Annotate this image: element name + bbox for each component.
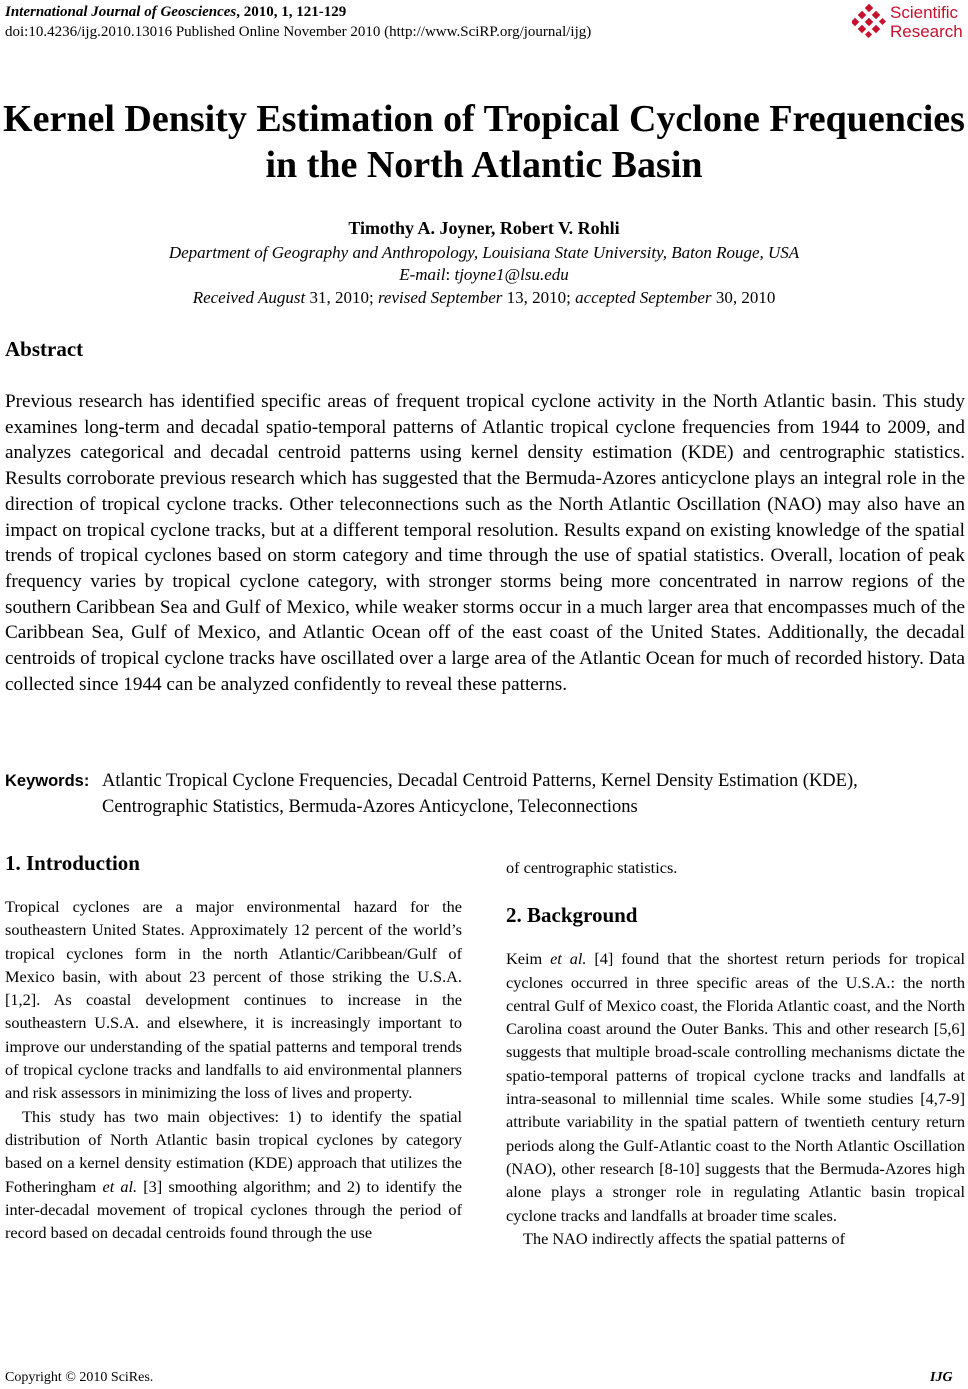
keywords-text: Atlantic Tropical Cyclone Frequencies, Decadal Centroid Patterns, Kernel Density Estimation (KDE), Centrographic Statistics, Bermuda-Azores Anticyclone, Teleconnections [102, 771, 858, 817]
journal-volume: , 2010, 1, 121-129 [236, 4, 347, 20]
received-date: 31, 2010; [305, 288, 378, 307]
paper-title [0, 96, 968, 188]
abstract-text: Previous research has identified specific areas of frequent tropical cyclone activity in the North Atlantic basin. This study examines long-term and decadal spatio-temporal patterns of Atlantic tropical cyclone frequencies from 1944 to 2009, and analyzes categorical and decadal centroid patterns using kernel density estimation (KDE) and centrographic statistics. Results corroborate previous research which has suggested that the Bermuda-Azores anticyclone plays an integral role in the direction of tropical cyclone tracks. Other teleconnections such as the North Atlantic Oscillation (NAO) may also have an impact on tropical cyclone tracks, but at a different temporal resolution. Results expand on existing knowledge of the spatial trends of tropical cyclones based on storm category and time through the use of spatial statistics. Overall, location of peak frequency varies by tropical cyclone category, with stronger storms being more concentrated in narrow regions of the southern Caribbean Sea and Gulf of Mexico, while weaker storms occur in a much larger area that encompasses much of the Caribbean Sea, Gulf of Mexico, and Atlantic Ocean off of the east coast of the United States. Additionally, the decadal centroids of tropical cyclone tracks have oscillated over a large area of the Atlantic Ocean for much of recorded history. Data collected since 1944 can be analyzed confidently to reveal these patterns. [5, 391, 965, 695]
affiliation: Department of Geography and Anthropology, Louisiana State University, Baton Rouge, USA [168, 243, 800, 262]
authors: Timothy A. Joyner, Robert V. Rohli [348, 218, 620, 238]
received-label: Received August [192, 288, 306, 307]
left-column [5, 850, 462, 1244]
email-line [0, 264, 968, 286]
abstract-heading: Abstract [5, 337, 84, 361]
background-paragraph-1 [506, 947, 965, 1227]
keywords-label: Keywords: [5, 772, 90, 790]
email-label: E-mail [399, 265, 446, 284]
doi-line: doi:10.4236/ijg.2010.13016 Published Online November 2010 (http://www.SciRP.org/journal/ijg) [5, 24, 592, 40]
accepted-label: accepted September [575, 288, 712, 307]
journal-abbreviation: IJG [930, 1370, 953, 1385]
bg-p1-text-b: [4] found that the shortest return periods for tropical cyclones occurred in three specific areas of the U.S.A.: the north central Gulf of Mexico coast, the Florida Atlantic coast, and the North Carolina coast around the Outer Banks. This and other research [5,6] suggests that multiple broad-scale controlling mechanisms dictate the spatio-temporal patterns of tropical cyclone tracks and landfalls at intra-seasonal to millennial time scales. While some studies [4,7-9] attribute variability in the spatial pattern of twentieth century return periods along the Gulf-Atlantic coast to the North Atlantic Oscillation (NAO), other research [8-10] suggests that the Bermuda-Azores high alone plays a stronger role in regulating Atlantic basin tropical cyclone tracks and landfalls at broader time scales. [506, 949, 965, 1225]
email-separator: : [445, 265, 455, 284]
logo-text [890, 3, 963, 41]
intro-p2-text-a: This study has two main objectives: 1) to identify the spatial distribution of North Atlantic basin tropical cyclones by category based on a kernel density estimation (KDE) approach that utilizes the Fotheringham [5, 1106, 462, 1196]
revised-date: 13, 2010; [502, 288, 576, 307]
scirp-logo-icon [852, 4, 886, 38]
intro-paragraph-2-continued: of centrographic statistics. [506, 858, 678, 877]
intro-p2-text-b: [3] smoothing algorithm; and 2) to identify the inter-decadal movement of tropical cyclones through the period of record based on decadal centroids found through the use [5, 1176, 462, 1243]
logo-line-1: Scientific [890, 3, 959, 22]
revised-label: revised September [377, 288, 503, 307]
logo-line-2: Research [890, 22, 963, 41]
right-column [506, 856, 965, 1250]
copyright: Copyright © 2010 SciRes. [5, 1370, 154, 1385]
journal-name: International Journal of Geosciences [5, 4, 237, 20]
accepted-date: 30, 2010 [711, 288, 776, 307]
intro-paragraph-2 [5, 1105, 462, 1245]
section-heading-background: 2. Background [506, 903, 638, 928]
intro-p2-etal: et al. [102, 1176, 138, 1196]
journal-citation [5, 2, 346, 22]
received-dates [0, 287, 968, 309]
email-address[interactable]: tjoyne1@lsu.edu [454, 265, 569, 284]
section-heading-introduction: 1. Introduction [5, 851, 140, 875]
keywords [5, 768, 965, 820]
bg-p1-etal: et al. [550, 949, 587, 969]
intro-paragraph-1: Tropical cyclones are a major environmental hazard for the southeastern United States. Approximately 12 percent of the world’s tropical cyclones form in the north Atlantic/Caribbean/Gulf of Mexico basin, with about 23 percent of those striking the U.S.A. [1,2]. As coastal development continues to increase in the southeastern U.S.A. and elsewhere, it is increasingly important to improve our understanding of the spatial patterns and temporal trends of tropical cyclone tracks and landfalls to aid environmental planners and risk assessors in minimizing the loss of lives and property. [5, 897, 462, 1103]
background-paragraph-2: The NAO indirectly affects the spatial patterns of [523, 1228, 846, 1248]
bg-p1-text-a: Keim [506, 949, 551, 969]
title-line-2: in the North Atlantic Basin [265, 144, 703, 186]
publisher-logo [852, 2, 968, 42]
title-line-1: Kernel Density Estimation of Tropical Cyclone Frequencies [3, 98, 965, 140]
